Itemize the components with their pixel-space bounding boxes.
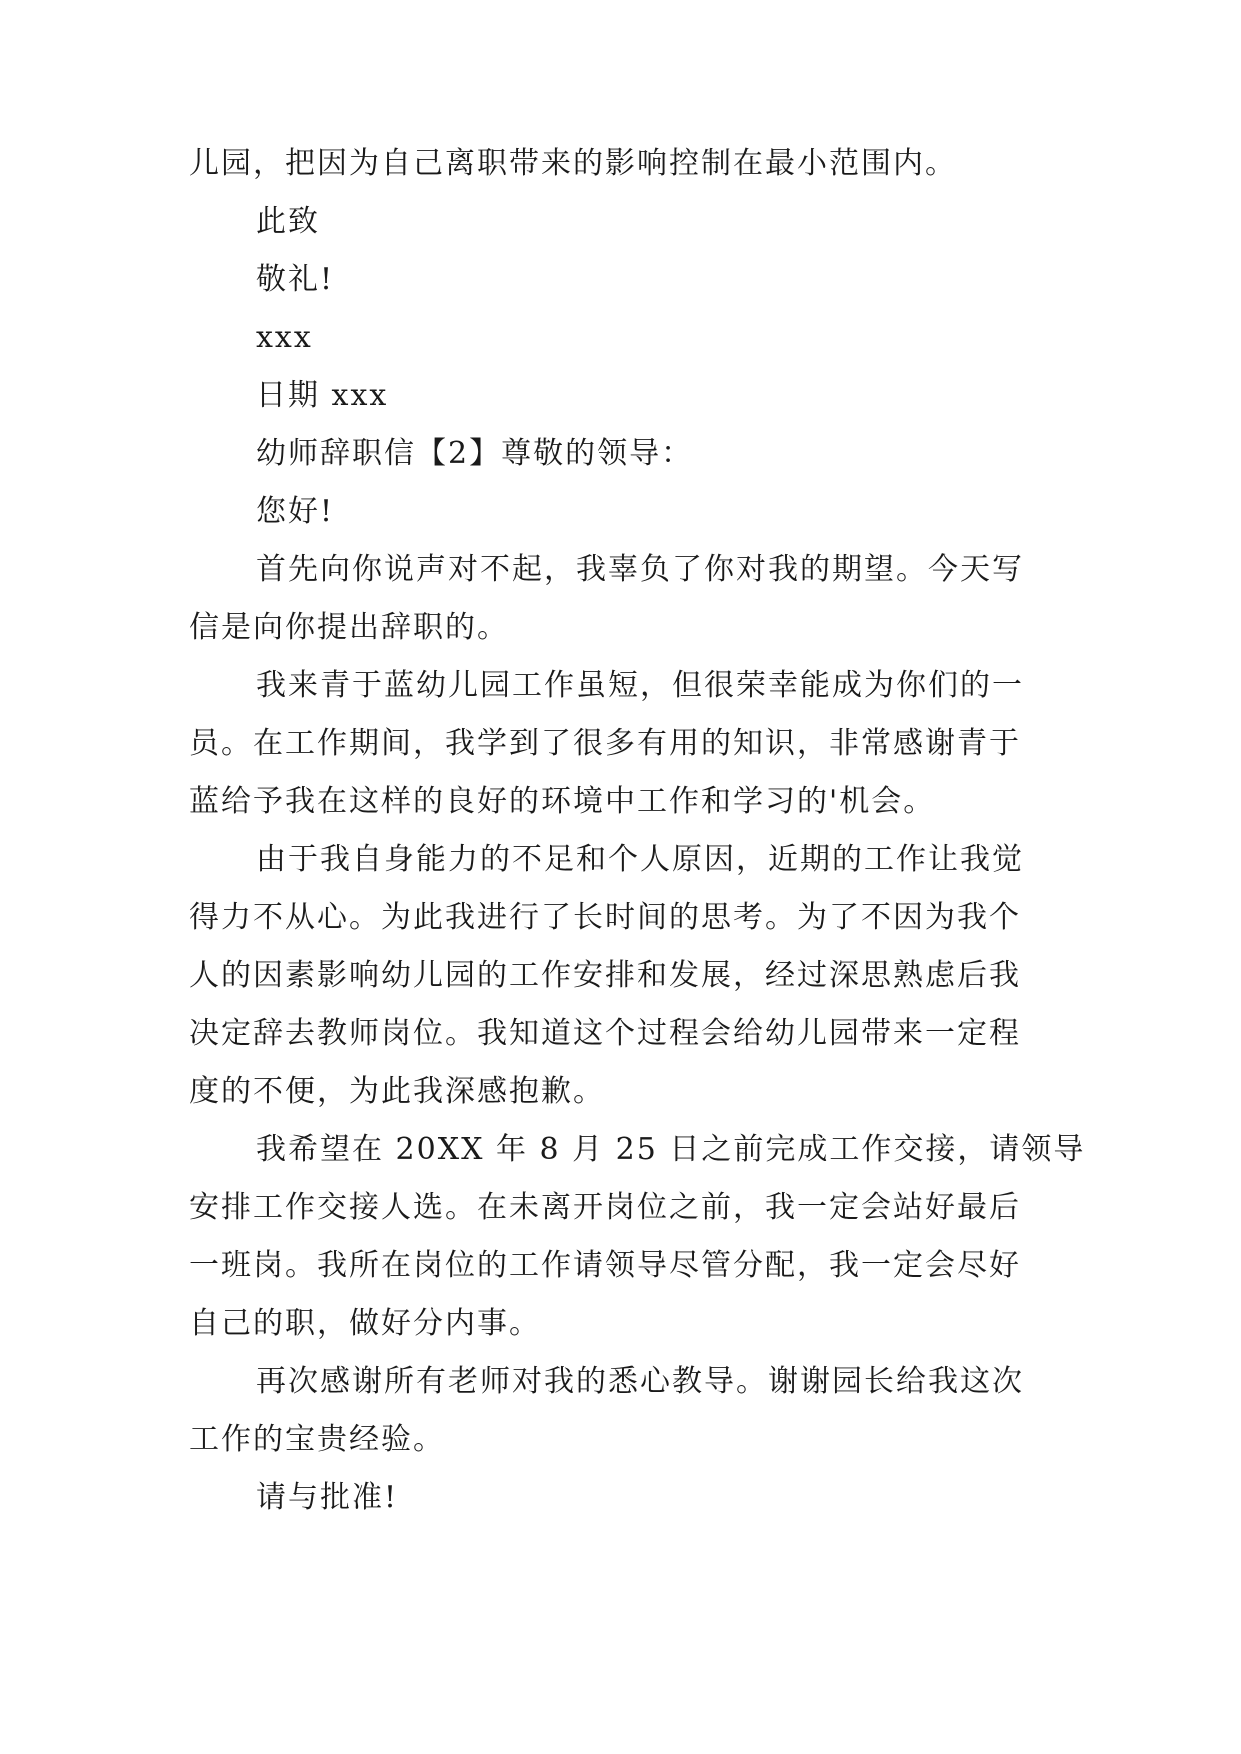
paragraph-line: 员。在工作期间，我学到了很多有用的知识，非常感谢青于	[189, 726, 1021, 761]
paragraph-line: 我来青于蓝幼儿园工作虽短，但很荣幸能成为你们的一	[256, 668, 1024, 703]
body-line: 儿园，把因为自己离职带来的影响控制在最小范围内。	[189, 146, 957, 181]
salutation-line: 敬礼!	[256, 262, 335, 297]
paragraph-line: 得力不从心。为此我进行了长时间的思考。为了不因为我个	[189, 900, 1021, 935]
paragraph-line: 信是向你提出辞职的。	[189, 610, 509, 645]
paragraph-line: 再次感谢所有老师对我的悉心教导。谢谢园长给我这次	[256, 1364, 1024, 1399]
greeting-line: 您好!	[256, 494, 335, 529]
paragraph-line: 由于我自身能力的不足和个人原因，近期的工作让我觉	[256, 842, 1024, 877]
signature-date: 日期 xxx	[256, 378, 389, 413]
paragraph-line: 工作的宝贵经验。	[189, 1422, 445, 1457]
paragraph-line: 我希望在 20XX 年 8 月 25 日之前完成工作交接，请领导	[256, 1132, 1086, 1167]
letter-heading: 幼师辞职信【2】尊敬的领导：	[256, 436, 694, 471]
paragraph-line: 人的因素影响幼儿园的工作安排和发展，经过深思熟虑后我	[189, 958, 1021, 993]
paragraph-line: 一班岗。我所在岗位的工作请领导尽管分配，我一定会尽好	[189, 1248, 1021, 1283]
signature-name: xxx	[256, 320, 313, 355]
paragraph-line: 度的不便，为此我深感抱歉。	[189, 1074, 605, 1109]
closing-line: 此致	[256, 204, 320, 239]
closing-request: 请与批准!	[256, 1480, 399, 1515]
paragraph-line: 自己的职，做好分内事。	[189, 1306, 541, 1341]
paragraph-line: 安排工作交接人选。在未离开岗位之前，我一定会站好最后	[189, 1190, 1021, 1225]
paragraph-line: 决定辞去教师岗位。我知道这个过程会给幼儿园带来一定程	[189, 1016, 1021, 1051]
paragraph-line: 首先向你说声对不起，我辜负了你对我的期望。今天写	[256, 552, 1024, 587]
paragraph-line: 蓝给予我在这样的良好的环境中工作和学习的'机会。	[189, 784, 936, 819]
